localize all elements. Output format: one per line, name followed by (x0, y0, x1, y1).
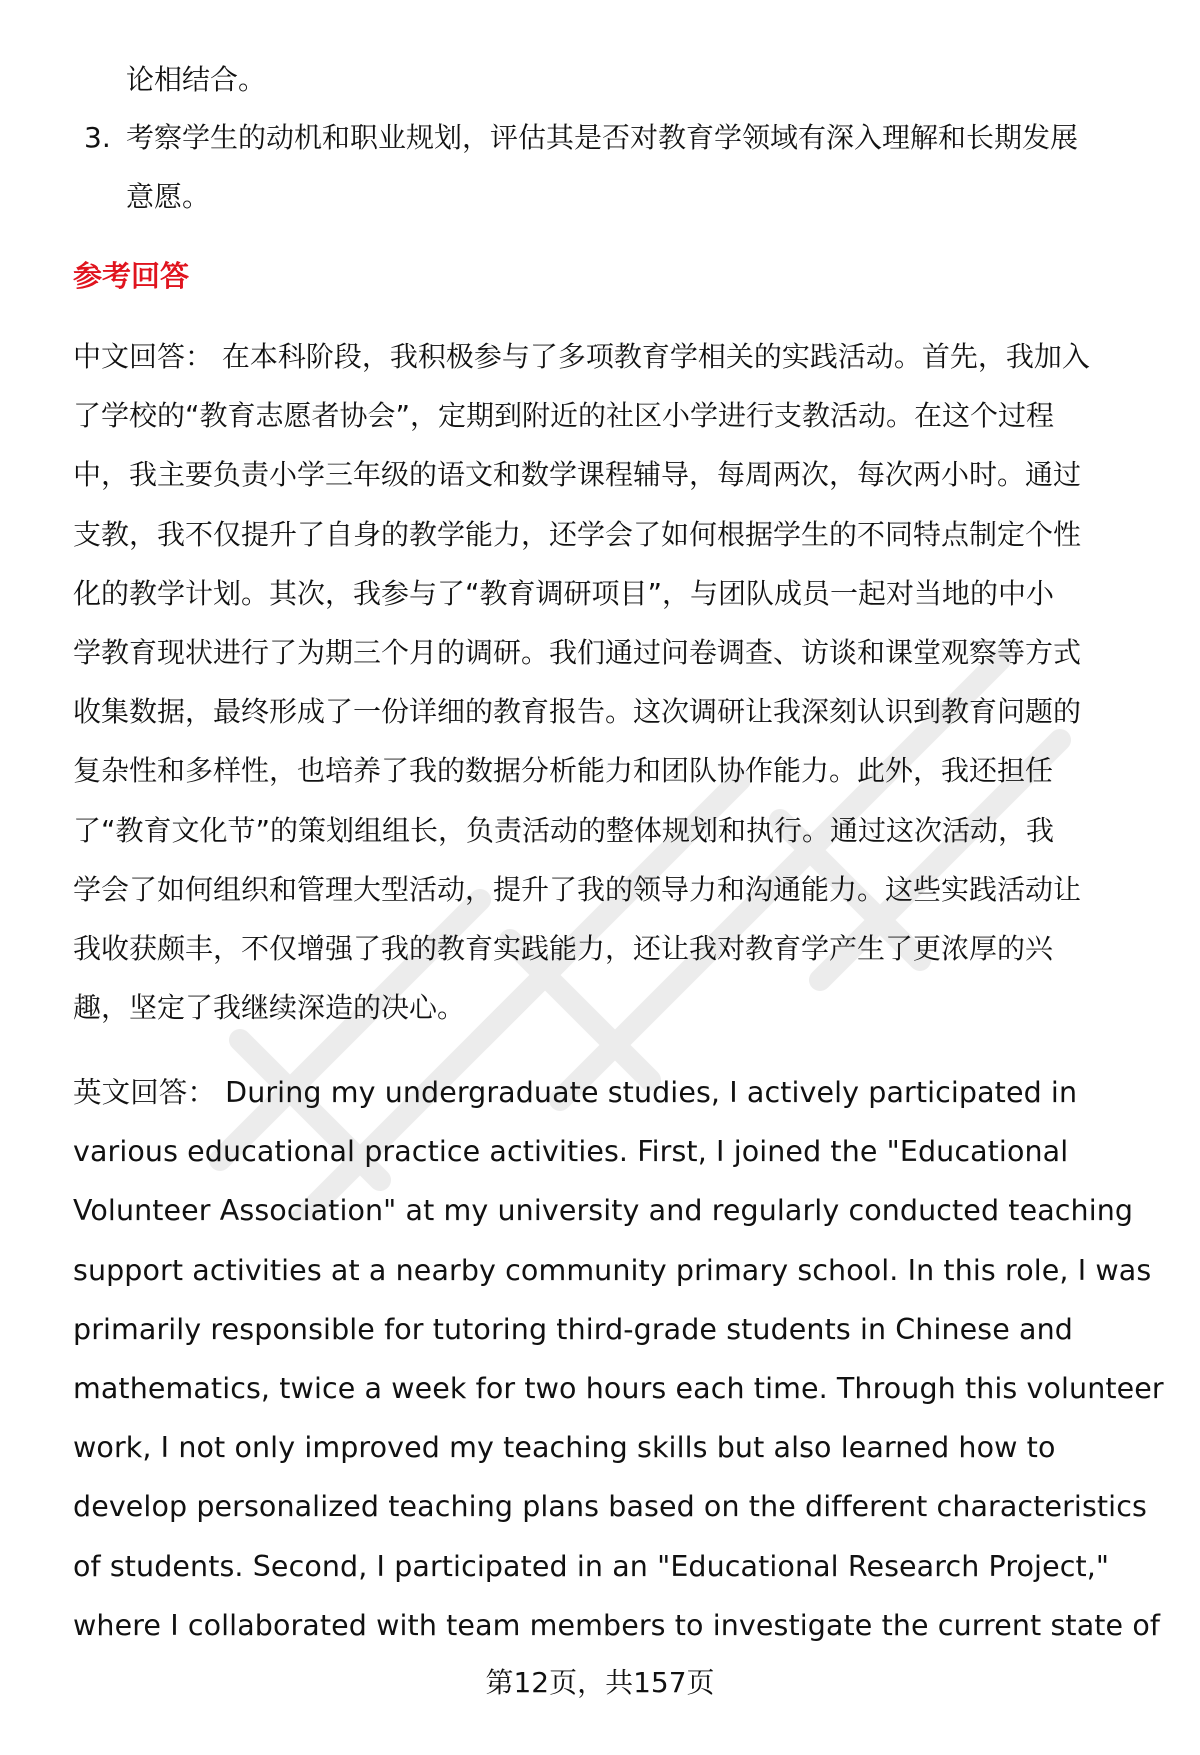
paragraph-line: 支教，我不仅提升了自身的教学能力，还学会了如何根据学生的不同特点制定个性 (73, 517, 1082, 551)
paragraph-line: primarily responsible for tutoring third-grade students in Chinese and (73, 1312, 1073, 1346)
list-item-text: 考察学生的动机和职业规划，评估其是否对教育学领域有深入理解和长期发展 (126, 121, 1079, 154)
paragraph-line: 中文回答： 在本科阶段，我积极参与了多项教育学相关的实践活动。首先，我加入 (73, 340, 1090, 373)
paragraph-line: 复杂性和多样性，也培养了我的数据分析能力和团队协作能力。此外，我还担任 (73, 754, 1054, 788)
paragraph-line: 收集数据，最终形成了一份详细的教育报告。这次调研让我深刻认识到教育问题的 (73, 695, 1082, 729)
paragraph-line: 中，我主要负责小学三年级的语文和数学课程辅导，每周两次，每次两小时。通过 (73, 458, 1082, 492)
section-heading: 参考回答 (73, 259, 190, 293)
paragraph-line: various educational practice activities. First, I joined the "Educational (73, 1135, 1069, 1169)
paragraph-line: 了“教育文化节”的策划组组长，负责活动的整体规划和执行。通过这次活动，我 (73, 813, 1055, 847)
paragraph-line: where I collaborated with team members to investigate the current state of (73, 1608, 1161, 1642)
paragraph-line: 我收获颇丰，不仅增强了我的教育实践能力，还让我对教育学产生了更浓厚的兴 (73, 932, 1054, 965)
list-continuation: 论相结合。 (126, 63, 267, 96)
paragraph-line: support activities at a nearby community primary school. In this role, I was (73, 1253, 1152, 1287)
paragraph-line: develop personalized teaching plans based on the different characteristics (73, 1490, 1147, 1524)
paragraph-line: Volunteer Association" at my university and regularly conducted teaching (73, 1194, 1134, 1228)
paragraph-line: 英文回答： During my undergraduate studies, I actively participated in (73, 1076, 1078, 1109)
paragraph-line: 趣，坚定了我继续深造的决心。 (73, 991, 466, 1025)
page-footer: 第12页，共157页 (485, 1666, 715, 1699)
paragraph-line: 了学校的“教育志愿者协会”，定期到附近的社区小学进行支教活动。在这个过程 (73, 399, 1055, 433)
paragraph-line: work, I not only improved my teaching skills but also learned how to (73, 1431, 1056, 1465)
paragraph-line: 学会了如何组织和管理大型活动，提升了我的领导力和沟通能力。这些实践活动让 (73, 872, 1082, 906)
paragraph-line: 化的教学计划。其次，我参与了“教育调研项目”，与团队成员一起对当地的中小 (73, 576, 1055, 610)
paragraph-line: 学教育现状进行了为期三个月的调研。我们通过问卷调查、访谈和课堂观察等方式 (73, 636, 1082, 669)
list-item-number: 3. (84, 121, 111, 154)
paragraph-line: of students. Second, I participated in an "Educational Research Project," (73, 1549, 1110, 1583)
paragraph-line: mathematics, twice a week for two hours each time. Through this volunteer (73, 1372, 1164, 1405)
list-item-text: 意愿。 (126, 180, 211, 213)
